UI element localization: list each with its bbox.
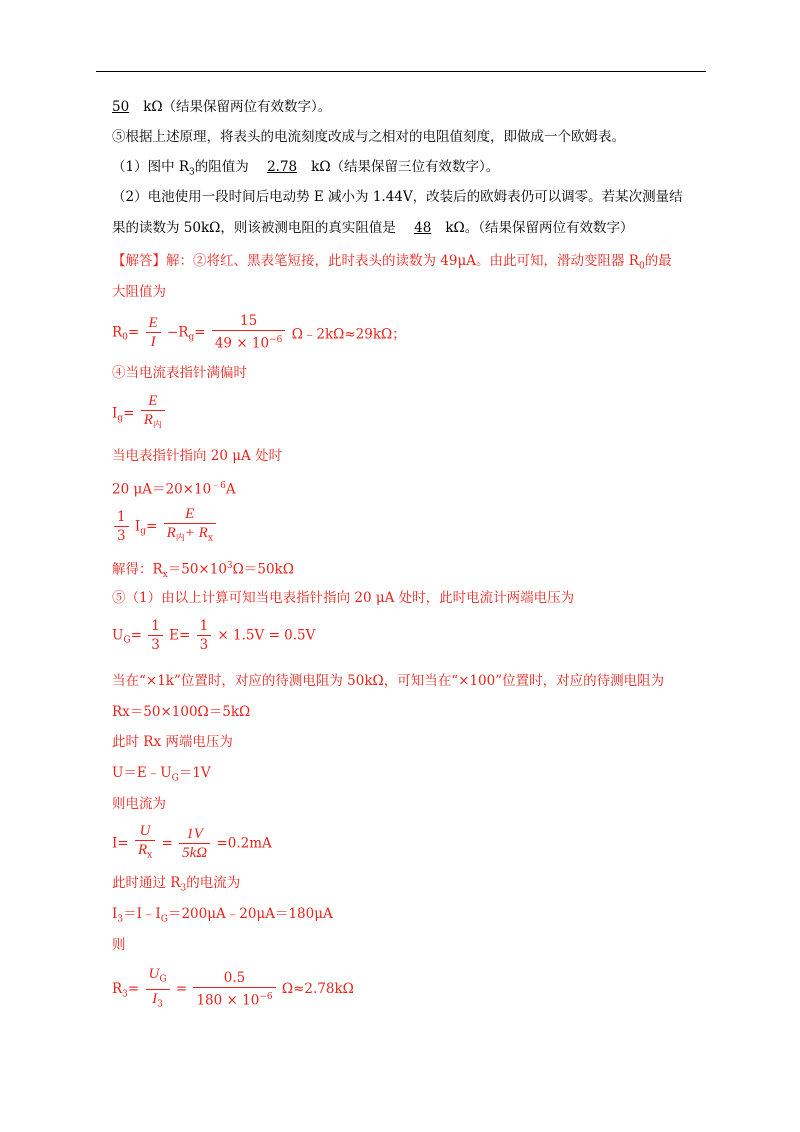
formula-i: I= $\frac{U}{R_x}$ = $\frac{1V}{5k\Omega}$ =0.2mA bbox=[112, 822, 272, 865]
solution-line-i3: $I_3=I﹣I_G=200\mu A﹣20\mu A=180\mu A$ bbox=[112, 906, 333, 925]
line-question-2: （2）电池使用一段时间后电动势 E 减小为 1.44V，改装后的欧姆表仍可以调零。若某次测量结 bbox=[112, 189, 683, 205]
fraction-one-third-a: $\frac{1}{3}$ bbox=[148, 617, 163, 654]
fraction-u-over-rx: $\frac{U}{R_x}$ bbox=[135, 822, 155, 865]
fraction-05-over-180e-6: $\frac{0.5}{180 \times 10^{-6}}$ bbox=[193, 969, 275, 1010]
fraction-e-over-rnei: $\frac{E}{R_内}$ bbox=[141, 392, 165, 435]
header-rule bbox=[96, 71, 706, 72]
solution-line-1: 【解答】解：②将红、黑表笔短接，此时表头的读数为 49μA。由此可知，滑动变阻器 $R_0$的最 bbox=[112, 253, 672, 272]
fraction-one-third-b: $\frac{1}{3}$ bbox=[197, 617, 212, 654]
line-answer-50: 50 kΩ（结果保留两位有效数字）。 bbox=[112, 99, 332, 115]
fraction-e-over-rnei-plus-rx: $\frac{E}{R_内+ R_x}$ bbox=[164, 505, 216, 548]
answer-blank-278: 2.78 bbox=[267, 159, 298, 175]
solution-line-r3-current: 此时通过 $R_3$的电流为 bbox=[112, 875, 241, 894]
solution-line-20ua: 当电表指针指向 20 μA 处时 bbox=[112, 448, 283, 464]
solution-line-x1k: 当在“×1k”位置时，对应的待测电阻为 50kΩ，可知当在“×100”位置时，对应的待测电阻为 bbox=[112, 673, 665, 689]
solution-tag: 【解答】 bbox=[112, 253, 166, 269]
formula-third-ig: $\frac{1}{3}$ $I_g=$ $\frac{E}{R_内+ R_x}$ bbox=[112, 505, 218, 548]
solution-line-rx-5k: Rx＝50×100Ω＝5kΩ bbox=[112, 704, 251, 720]
formula-r3: $R_3=$ $\frac{U_G}{I_3}$ = $\frac{0.5}{180 \times 10^{-6}}$ Ω≈2.78kΩ bbox=[112, 965, 354, 1013]
solution-line-current: 则电流为 bbox=[112, 796, 166, 812]
line-ohmmeter-intro: ⑤根据上述原理，将表头的电流刻度改成与之相对的电阻值刻度，即做成一个欧姆表。 bbox=[112, 129, 625, 145]
fraction-ug-over-i3: $\frac{U_G}{I_3}$ bbox=[146, 965, 170, 1013]
solution-line-5-1: ⑤（1）由以上计算可知当电表指针指向 20 μA 处时，此时电流计两端电压为 bbox=[112, 590, 575, 606]
solution-line-u: $U=E﹣U_G=1V$ bbox=[112, 765, 211, 784]
fraction-one-third: $\frac{1}{3}$ bbox=[114, 508, 129, 545]
formula-ug: $U_G=$ $\frac{1}{3}$ E= $\frac{1}{3}$ × 1.5V = 0.5V bbox=[112, 618, 316, 653]
formula-r0: $R_0=$ $\frac{E}{I}$ $-R_g=$ $\frac{15}{49 \times 10^{-6}}$ Ω﹣2kΩ≈29kΩ； bbox=[112, 313, 406, 352]
solution-line-then: 则 bbox=[112, 937, 126, 953]
answer-blank-50: 50 bbox=[112, 99, 130, 115]
solution-line-20ua-value: 20 $\mu A=20\times 10^{﹣6}A$ bbox=[112, 481, 236, 498]
solution-line-rx: 解得：$R_x=50\times 10^3\Omega=50k\Omega$ bbox=[112, 561, 294, 581]
formula-ig: $I_g=$ $\frac{E}{R_内}$ bbox=[112, 392, 167, 435]
solution-line-rx-voltage: 此时 Rx 两端电压为 bbox=[112, 734, 233, 750]
solution-line-full-deflection: ④当电流表指针满偏时 bbox=[112, 365, 247, 381]
fraction-e-over-i: $\frac{E}{I}$ bbox=[146, 314, 161, 351]
line-question-1: （1）图中 $R_3$的阻值为 2.78 kΩ（结果保留三位有效数字）。 bbox=[112, 159, 500, 178]
solution-line-2: 大阻值为 bbox=[112, 284, 166, 300]
line-question-2-cont: 果的读数为 50kΩ，则该被测电阻的真实阻值是 48 kΩ。（结果保留两位有效数字） bbox=[112, 220, 634, 236]
fraction-1v-over-5k: $\frac{1V}{5k\Omega}$ bbox=[179, 825, 210, 862]
answer-blank-48: 48 bbox=[414, 220, 432, 236]
fraction-15-over-49e-6: $\frac{15}{49 \times 10^{-6}}$ bbox=[212, 312, 286, 353]
